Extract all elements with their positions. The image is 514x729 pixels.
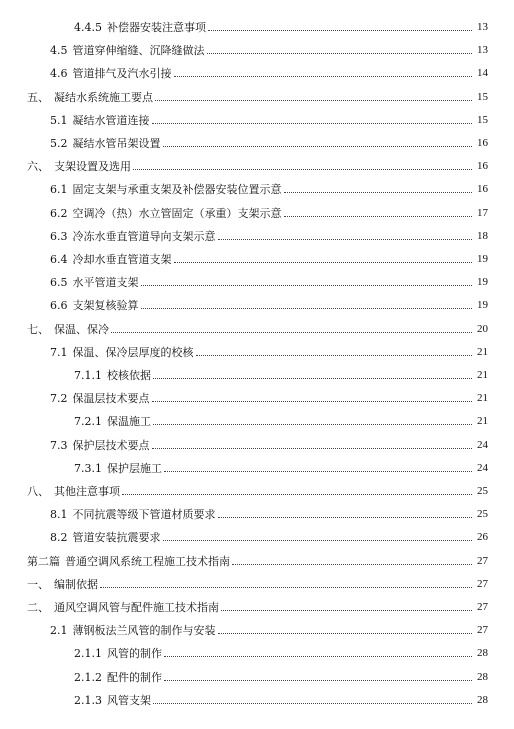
- toc-entry-number: 6.5: [50, 276, 68, 290]
- toc-dot-leader: [284, 216, 473, 217]
- toc-dot-leader: [196, 355, 473, 356]
- toc-entry[interactable]: [0, 273, 514, 289]
- toc-page-number: 15: [477, 90, 488, 103]
- toc-entry-line: [50, 253, 474, 266]
- toc-entry-line: [50, 183, 474, 196]
- toc-entry-title: 保温、保冷: [54, 322, 109, 336]
- toc-entry[interactable]: [0, 528, 514, 544]
- toc-entry-line: [50, 230, 474, 243]
- toc-dot-leader: [232, 564, 472, 565]
- toc-dot-leader: [208, 30, 472, 31]
- toc-entry-number: 8.2: [50, 531, 68, 545]
- toc-entry[interactable]: [0, 296, 514, 312]
- toc-entry-line: [50, 299, 474, 312]
- toc-entry-title: 校核依据: [107, 369, 151, 382]
- toc-dot-leader: [152, 401, 473, 402]
- toc-entry-number: 6.6: [50, 299, 68, 313]
- toc-page-number: 24: [477, 438, 488, 451]
- toc-entry-number: 2.1.3: [74, 693, 102, 707]
- toc-dot-leader: [207, 53, 473, 54]
- toc-entry-title: 支架设置及选用: [54, 160, 131, 174]
- toc-entry-line: [50, 44, 474, 57]
- toc-page-number: 25: [477, 485, 488, 497]
- toc-entry-title: 凝结水管吊架设置: [72, 137, 161, 150]
- toc-page-number: 20: [477, 322, 488, 335]
- toc-entry-line: [50, 624, 474, 637]
- toc-entry-number: 6.2: [50, 206, 68, 220]
- toc-entry-number: 4.6: [50, 67, 68, 81]
- toc-entry-number: 7.3: [50, 438, 68, 452]
- toc-entry[interactable]: [0, 668, 514, 684]
- toc-entry-number: 2.1.1: [74, 647, 102, 661]
- toc-dot-leader: [164, 656, 472, 657]
- toc-entry-number: 5.1: [50, 113, 68, 127]
- toc-entry-title: 保护层技术要点: [72, 438, 150, 452]
- toc-entry-line: [74, 671, 474, 684]
- toc-entry[interactable]: [0, 621, 514, 637]
- toc-dot-leader: [174, 262, 473, 263]
- toc-entry-title: 保温、保冷层厚度的校核: [72, 345, 194, 359]
- toc-entry-title: 冷却水垂直管道支架: [72, 253, 172, 266]
- toc-entry-line: [50, 531, 474, 544]
- toc-dot-leader: [163, 146, 473, 147]
- toc-entry-number: 4.4.5: [74, 21, 102, 34]
- toc-page-number: 18: [477, 229, 488, 242]
- toc-entry-line: [27, 555, 474, 568]
- toc-entry[interactable]: [0, 18, 514, 34]
- toc-entry[interactable]: [0, 180, 514, 196]
- toc-entry-title: 不同抗震等级下管道材质要求: [72, 508, 216, 522]
- toc-entry-number: 5.2: [50, 137, 68, 150]
- toc-entry-title: 补偿器安装注意事项: [107, 21, 206, 34]
- toc-entry-line: [50, 439, 474, 452]
- toc-entry-line: [50, 276, 474, 289]
- toc-dot-leader: [152, 448, 473, 449]
- toc-entry-number: 7.3.1: [74, 461, 102, 475]
- toc-page-number: 28: [477, 647, 488, 660]
- toc-entry-number: 6.1: [50, 183, 68, 197]
- toc-dot-leader: [164, 680, 472, 681]
- toc-entry-title: 保温层技术要点: [72, 392, 150, 406]
- toc-entry[interactable]: [0, 64, 514, 80]
- toc-entry-title: 保温施工: [107, 415, 151, 429]
- toc-entry[interactable]: [0, 320, 514, 336]
- toc-entry[interactable]: [0, 157, 514, 173]
- toc-dot-leader: [218, 633, 473, 634]
- toc-page-number: 27: [477, 624, 488, 637]
- toc-entry-line: [27, 601, 474, 614]
- toc-entry-line: [74, 647, 474, 660]
- toc-entry-title: 管道排气及汽水引接: [72, 67, 172, 81]
- toc-page-number: 21: [477, 369, 488, 381]
- toc-entry-title: 风管支架: [107, 693, 151, 707]
- toc-dot-leader: [111, 332, 472, 333]
- toc-dot-leader: [100, 587, 472, 588]
- toc-entry-line: [50, 137, 474, 150]
- toc-page-number: 27: [477, 577, 488, 590]
- toc-entry[interactable]: [0, 459, 514, 475]
- toc-dot-leader: [153, 378, 472, 379]
- toc-entry-number: 2.1.2: [74, 670, 102, 684]
- toc-entry-title: 保护层施工: [107, 461, 162, 475]
- toc-entry[interactable]: [0, 227, 514, 243]
- toc-entry-number: 7.1.1: [74, 369, 102, 382]
- toc-entry-number: 2.1: [50, 624, 68, 638]
- toc-entry-title: 通风空调风管与配件施工技术指南: [54, 601, 219, 614]
- toc-page-number: 21: [477, 415, 488, 428]
- toc-entry-line: [50, 114, 474, 127]
- toc-page-number: 19: [477, 276, 488, 289]
- toc-page-number: 19: [477, 253, 488, 265]
- toc-entry-line: [27, 160, 474, 173]
- toc-entry-number: 7.2.1: [74, 415, 102, 429]
- toc-page-number: 28: [477, 670, 488, 683]
- toc-dot-leader: [152, 123, 473, 124]
- toc-entry[interactable]: [0, 111, 514, 127]
- toc-page-number: 26: [477, 531, 488, 544]
- toc-entry[interactable]: [0, 88, 514, 104]
- toc-entry-line: [27, 323, 474, 336]
- toc-entry-line: [50, 67, 474, 80]
- toc-entry-title: 支架复核验算: [72, 299, 139, 313]
- toc-entry[interactable]: [0, 412, 514, 428]
- toc-entry-line: [27, 91, 474, 104]
- toc-entry-title: 其他注意事项: [54, 485, 120, 498]
- toc-entry[interactable]: [0, 389, 514, 405]
- toc-entry-number: 七、: [27, 322, 49, 336]
- toc-entry-number: 二、: [27, 601, 49, 614]
- toc-entry-title: 风管的制作: [107, 647, 162, 661]
- toc-entry[interactable]: [0, 552, 514, 568]
- toc-entry-number: 八、: [27, 485, 49, 498]
- toc-entry[interactable]: [0, 41, 514, 57]
- toc-entry-line: [74, 21, 474, 34]
- toc-entry-line: [74, 694, 474, 707]
- toc-entry-number: 6.4: [50, 253, 68, 266]
- toc-entry-title: 管道穿伸缩缝、沉降缝做法: [72, 44, 205, 58]
- toc-entry-number: 六、: [27, 160, 49, 174]
- toc-entry-title: 普通空调风系统工程施工技术指南: [65, 554, 230, 568]
- toc-entry-line: [27, 485, 474, 498]
- toc-entry-number: 第二篇: [27, 554, 60, 568]
- toc-page-number: 28: [477, 693, 488, 706]
- toc-dot-leader: [133, 169, 472, 170]
- toc-entry[interactable]: [0, 691, 514, 707]
- toc-entry-number: 7.2: [50, 392, 68, 406]
- toc-entry-number: 4.5: [50, 44, 68, 58]
- toc-dot-leader: [163, 540, 473, 541]
- toc-entry-title: 编制依据: [54, 577, 98, 591]
- toc-entry[interactable]: [0, 575, 514, 591]
- toc-entry-line: [50, 508, 474, 521]
- toc-entry[interactable]: [0, 482, 514, 498]
- toc-entry-title: 配件的制作: [107, 670, 162, 684]
- toc-entry-line: [74, 369, 474, 382]
- toc-entry[interactable]: [0, 598, 514, 614]
- toc-entry[interactable]: [0, 250, 514, 266]
- toc-entry-line: [74, 462, 474, 475]
- toc-entry-line: [50, 346, 474, 359]
- toc-entry-title: 管道安装抗震要求: [72, 531, 161, 545]
- toc-entry-line: [27, 578, 474, 591]
- toc-entry-title: 空调冷（热）水立管固定（承重）支架示意: [72, 206, 282, 220]
- toc-page-number: 21: [477, 345, 488, 358]
- toc-entry-number: 7.1: [50, 345, 68, 359]
- toc-dot-leader: [141, 285, 473, 286]
- toc-dot-leader: [174, 76, 473, 77]
- toc-dot-leader: [155, 100, 472, 101]
- toc-entry-title: 凝结水管道连接: [72, 113, 150, 127]
- toc-dot-leader: [153, 424, 472, 425]
- toc-entry-line: [50, 207, 474, 220]
- toc-page-number: 21: [477, 392, 488, 405]
- toc-entry[interactable]: [0, 134, 514, 150]
- toc-entry-title: 凝结水系统施工要点: [54, 90, 153, 104]
- toc-page-number: 14: [477, 67, 488, 80]
- toc-page-number: 17: [477, 206, 488, 219]
- toc-entry[interactable]: [0, 343, 514, 359]
- toc-entry[interactable]: [0, 436, 514, 452]
- toc-entry-title: 薄钢板法兰风管的制作与安装: [72, 624, 216, 638]
- toc-page-number: 13: [477, 44, 488, 57]
- toc-dot-leader: [221, 610, 472, 611]
- toc-page-number: 27: [477, 554, 488, 567]
- toc-entry-number: 五、: [27, 90, 49, 104]
- toc-page-number: 16: [477, 183, 488, 196]
- toc-entry[interactable]: [0, 644, 514, 660]
- toc-entry-line: [50, 392, 474, 405]
- toc-entry[interactable]: [0, 505, 514, 521]
- toc-dot-leader: [153, 703, 472, 704]
- toc-entry[interactable]: [0, 366, 514, 382]
- toc-dot-leader: [284, 192, 473, 193]
- toc-page-number: 13: [477, 21, 488, 33]
- toc-dot-leader: [218, 239, 473, 240]
- toc-page-number: 16: [477, 160, 488, 173]
- toc-page-number: 24: [477, 461, 488, 474]
- toc-page-number: 16: [477, 137, 488, 149]
- toc-entry-title: 水平管道支架: [72, 276, 139, 290]
- toc-page-number: 15: [477, 113, 488, 126]
- toc-page-number: 19: [477, 299, 488, 312]
- toc-entry-line: [74, 415, 474, 428]
- toc-dot-leader: [218, 517, 473, 518]
- toc-entry-number: 一、: [27, 577, 49, 591]
- toc-entry-number: 8.1: [50, 508, 68, 522]
- toc-dot-leader: [164, 471, 472, 472]
- toc-entry-title: 冷冻水垂直管道导向支架示意: [72, 229, 216, 243]
- toc-entry-number: 6.3: [50, 229, 68, 243]
- toc-page-number: 25: [477, 508, 488, 521]
- toc-entry[interactable]: [0, 204, 514, 220]
- toc-page-number: 27: [477, 601, 488, 613]
- toc-entry-title: 固定支架与承重支架及补偿器安装位置示意: [72, 183, 282, 197]
- toc-dot-leader: [141, 308, 473, 309]
- toc-dot-leader: [122, 494, 472, 495]
